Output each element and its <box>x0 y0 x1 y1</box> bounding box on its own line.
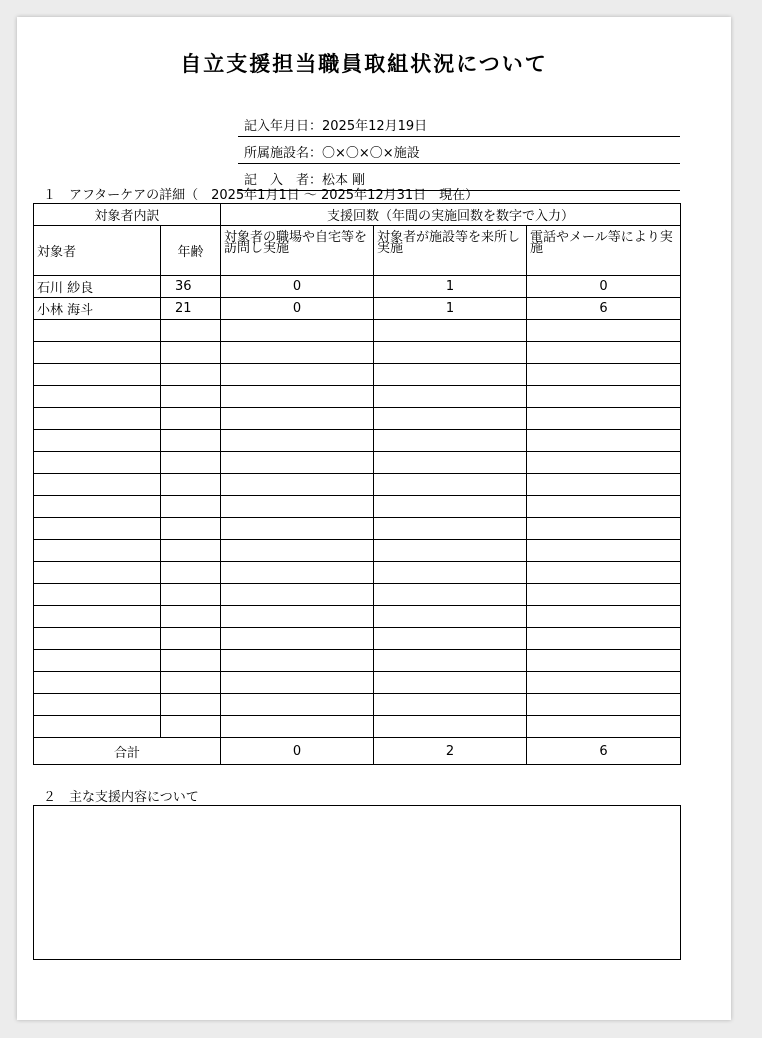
table-row <box>34 386 681 408</box>
cell-age[interactable] <box>161 606 221 628</box>
cell-visit[interactable] <box>221 518 374 540</box>
cell-name[interactable] <box>34 606 161 628</box>
section2-heading: ２ 主な支援内容について <box>43 790 199 805</box>
cell-visit[interactable] <box>221 496 374 518</box>
cell-visit[interactable] <box>221 320 374 342</box>
col-header-age: 年齢 <box>161 226 221 276</box>
cell-name[interactable] <box>34 562 161 584</box>
cell-come[interactable] <box>374 496 527 518</box>
cell-come[interactable] <box>374 540 527 562</box>
cell-name[interactable] <box>34 452 161 474</box>
cell-phone[interactable] <box>527 606 681 628</box>
cell-age[interactable] <box>161 518 221 540</box>
cell-visit[interactable] <box>221 562 374 584</box>
entry-date-label: 記入年月日： <box>244 119 323 134</box>
cell-phone[interactable] <box>527 584 681 606</box>
cell-visit[interactable] <box>221 430 374 452</box>
cell-phone[interactable] <box>527 650 681 672</box>
table-row <box>34 408 681 430</box>
cell-visit[interactable] <box>221 364 374 386</box>
cell-visit[interactable] <box>221 716 374 738</box>
cell-age[interactable] <box>161 342 221 364</box>
cell-name[interactable] <box>34 518 161 540</box>
writer-label: 記 入 者： <box>244 173 323 188</box>
facility-value[interactable]: 〇×〇×〇×施設 <box>322 146 420 161</box>
col-header-come: 対象者が施設等を来所し実施 <box>374 226 527 276</box>
cell-name[interactable] <box>34 342 161 364</box>
cell-age[interactable] <box>161 364 221 386</box>
table-row <box>34 364 681 386</box>
cell-age[interactable]: 36 <box>161 276 221 298</box>
cell-phone[interactable] <box>527 540 681 562</box>
facility-line <box>238 138 680 164</box>
cell-name[interactable] <box>34 386 161 408</box>
entry-date-line <box>238 111 680 137</box>
cell-phone[interactable] <box>527 496 681 518</box>
cell-phone[interactable] <box>527 430 681 452</box>
cell-phone[interactable] <box>527 364 681 386</box>
cell-name[interactable] <box>34 584 161 606</box>
col-header-visit: 対象者の職場や自宅等を訪問し実施 <box>221 226 374 276</box>
cell-phone[interactable]: 6 <box>527 298 681 320</box>
group-header-subject: 対象者内訳 <box>34 204 221 226</box>
table-row <box>34 562 681 584</box>
cell-visit[interactable] <box>221 694 374 716</box>
cell-visit[interactable] <box>221 628 374 650</box>
table-row <box>34 518 681 540</box>
cell-visit[interactable] <box>221 672 374 694</box>
cell-phone[interactable] <box>527 562 681 584</box>
col-header-phone: 電話やメール等により実施 <box>527 226 681 276</box>
cell-come[interactable] <box>374 430 527 452</box>
cell-phone[interactable]: 0 <box>527 276 681 298</box>
cell-age[interactable] <box>161 650 221 672</box>
cell-age[interactable] <box>161 320 221 342</box>
cell-name[interactable] <box>34 320 161 342</box>
cell-age[interactable] <box>161 430 221 452</box>
cell-age[interactable] <box>161 540 221 562</box>
table-row <box>34 298 681 320</box>
table-row <box>34 430 681 452</box>
cell-come[interactable] <box>374 386 527 408</box>
cell-name[interactable] <box>34 716 161 738</box>
cell-visit[interactable] <box>221 474 374 496</box>
cell-visit[interactable] <box>221 386 374 408</box>
cell-visit[interactable] <box>221 584 374 606</box>
cell-phone[interactable] <box>527 386 681 408</box>
cell-come[interactable] <box>374 562 527 584</box>
cell-name[interactable] <box>34 540 161 562</box>
cell-phone[interactable] <box>527 518 681 540</box>
table-row <box>34 342 681 364</box>
cell-name[interactable] <box>34 694 161 716</box>
cell-age[interactable] <box>161 474 221 496</box>
table-row <box>34 584 681 606</box>
cell-age[interactable] <box>161 562 221 584</box>
cell-visit[interactable]: 0 <box>221 276 374 298</box>
cell-phone[interactable] <box>527 342 681 364</box>
cell-phone[interactable] <box>527 320 681 342</box>
cell-visit[interactable] <box>221 342 374 364</box>
cell-age[interactable]: 21 <box>161 298 221 320</box>
cell-name[interactable] <box>34 364 161 386</box>
table-row <box>34 474 681 496</box>
cell-come[interactable] <box>374 584 527 606</box>
cell-come[interactable]: 1 <box>374 276 527 298</box>
table-row <box>34 716 681 738</box>
cell-age[interactable] <box>161 672 221 694</box>
group-header-support: 支援回数（年間の実施回数を数字で入力） <box>221 204 681 226</box>
cell-visit[interactable] <box>221 606 374 628</box>
cell-come[interactable] <box>374 408 527 430</box>
cell-age[interactable] <box>161 496 221 518</box>
cell-name[interactable] <box>34 650 161 672</box>
table-row <box>34 606 681 628</box>
cell-age[interactable] <box>161 584 221 606</box>
cell-phone[interactable] <box>527 408 681 430</box>
table-row <box>34 628 681 650</box>
table-row <box>34 540 681 562</box>
cell-come[interactable] <box>374 342 527 364</box>
cell-phone[interactable] <box>527 452 681 474</box>
cell-name[interactable] <box>34 430 161 452</box>
cell-phone[interactable] <box>527 628 681 650</box>
cell-phone[interactable] <box>527 672 681 694</box>
cell-come[interactable] <box>374 474 527 496</box>
cell-visit[interactable] <box>221 452 374 474</box>
table-row <box>34 694 681 716</box>
cell-name[interactable] <box>34 496 161 518</box>
cell-phone[interactable] <box>527 694 681 716</box>
cell-age[interactable] <box>161 716 221 738</box>
cell-phone[interactable] <box>527 716 681 738</box>
support-content-box[interactable] <box>33 805 681 960</box>
table-row <box>34 650 681 672</box>
cell-age[interactable] <box>161 386 221 408</box>
table-row <box>34 672 681 694</box>
cell-visit[interactable] <box>221 408 374 430</box>
cell-phone[interactable] <box>527 474 681 496</box>
cell-name[interactable] <box>34 628 161 650</box>
cell-visit[interactable] <box>221 540 374 562</box>
cell-come[interactable] <box>374 716 527 738</box>
cell-come[interactable] <box>374 694 527 716</box>
cell-come[interactable] <box>374 364 527 386</box>
total-label: 合計 <box>34 738 221 765</box>
total-come: 2 <box>374 738 527 765</box>
cell-name[interactable] <box>34 672 161 694</box>
cell-come[interactable] <box>374 672 527 694</box>
facility-label: 所属施設名： <box>244 146 323 161</box>
aftercare-table <box>33 203 681 765</box>
cell-come[interactable]: 1 <box>374 298 527 320</box>
col-header-name: 対象者 <box>34 226 161 276</box>
page-title: 自立支援担当職員取組状況について <box>180 52 548 76</box>
cell-name[interactable] <box>34 474 161 496</box>
cell-name[interactable]: 小林 海斗 <box>34 298 161 320</box>
cell-come[interactable] <box>374 320 527 342</box>
cell-name[interactable] <box>34 408 161 430</box>
writer-value[interactable]: 松本 剛 <box>322 173 366 188</box>
total-visit: 0 <box>221 738 374 765</box>
cell-age[interactable] <box>161 408 221 430</box>
cell-age[interactable] <box>161 452 221 474</box>
cell-name[interactable]: 石川 紗良 <box>34 276 161 298</box>
cell-age[interactable] <box>161 694 221 716</box>
total-row <box>34 738 681 765</box>
entry-date-value[interactable]: 2025年12月19日 <box>322 119 428 134</box>
total-phone: 6 <box>527 738 681 765</box>
cell-visit[interactable]: 0 <box>221 298 374 320</box>
cell-visit[interactable] <box>221 650 374 672</box>
table-row <box>34 452 681 474</box>
section1-heading: １ アフターケアの詳細（ 2025年1月1日 ～ 2025年12月31日 現在） <box>43 188 479 203</box>
table-row <box>34 276 681 298</box>
cell-come[interactable] <box>374 650 527 672</box>
cell-come[interactable] <box>374 628 527 650</box>
cell-age[interactable] <box>161 628 221 650</box>
table-row <box>34 320 681 342</box>
table-row <box>34 496 681 518</box>
cell-come[interactable] <box>374 606 527 628</box>
cell-come[interactable] <box>374 452 527 474</box>
cell-come[interactable] <box>374 518 527 540</box>
